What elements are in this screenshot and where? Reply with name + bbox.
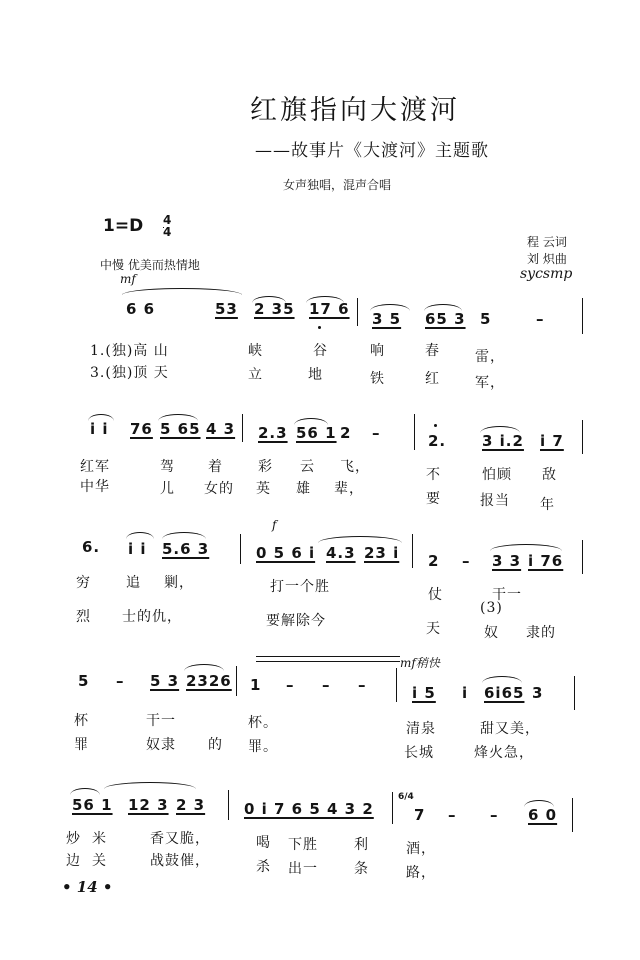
slur (482, 676, 522, 683)
lyric: 天 (426, 621, 441, 637)
time-signature-line (163, 227, 164, 228)
note-group: 5 3 (150, 672, 180, 690)
note-group: 3 (532, 684, 544, 702)
slur (122, 288, 242, 295)
low-octave-dot (318, 326, 321, 329)
lyric: 奴 (484, 625, 499, 641)
note-group: 7 (414, 806, 426, 824)
note-group: 12 3 (128, 796, 169, 814)
note-group: – (536, 310, 545, 328)
slur (104, 782, 196, 789)
lyric: 不 (426, 467, 441, 483)
barline (412, 534, 413, 568)
slur (126, 532, 154, 539)
slur (70, 788, 100, 795)
lyric: 酒， (406, 841, 436, 857)
note-group: 0 5 6 i (256, 544, 316, 562)
note-group: – (286, 676, 295, 694)
lyric: 春 (425, 343, 440, 359)
note-group: 3 5 (372, 310, 402, 328)
lyric: 炒 (66, 831, 81, 847)
lyric: 雷， (475, 349, 505, 365)
note-group: – (116, 672, 125, 690)
lyric: 报当 (480, 493, 510, 509)
note-group: 6 6 (126, 300, 156, 318)
slur (162, 532, 206, 539)
barline (582, 298, 583, 334)
time-signature-top: 4 (163, 213, 172, 227)
note-group: 6 0 (528, 806, 558, 824)
barline (396, 668, 397, 702)
lyric: 中华 (80, 479, 110, 495)
note-group: 65 3 (425, 310, 466, 328)
lyric: 军， (475, 375, 505, 391)
slur (88, 414, 114, 421)
lyric: 烈 (76, 609, 91, 625)
lyric: 清泉 (406, 721, 436, 737)
high-octave-dot (434, 424, 437, 427)
note-group: 4 3 (206, 420, 236, 438)
lyric: 烽火急， (474, 745, 534, 761)
note-group: 23 i (364, 544, 400, 562)
lyric: 峡 (248, 343, 263, 359)
note-group: 2 3 (176, 796, 206, 814)
barline (228, 790, 229, 820)
slur (318, 536, 402, 543)
note-group: 3 i.2 (482, 432, 524, 450)
note-group: 2326 (186, 672, 232, 690)
lyric: 敌 (542, 467, 557, 483)
lyric: 1.(独)高 山 (90, 343, 169, 359)
lyric: 云 (300, 459, 315, 475)
note-group: 76 (130, 420, 153, 438)
lyric: 米 (92, 831, 107, 847)
barline (574, 676, 575, 710)
slur (252, 296, 286, 303)
lyric: 剿， (164, 575, 194, 591)
note-group: 17 6 (309, 300, 350, 318)
lyric: 甜又美， (480, 721, 540, 737)
lyric: 长城 (404, 745, 434, 761)
dynamic-f: f (272, 518, 277, 532)
lyric: 地 (308, 367, 323, 383)
barline (240, 534, 241, 564)
barline (414, 414, 415, 450)
note-group: 5 65 (160, 420, 201, 438)
lyric: 边 (66, 853, 81, 869)
lyric: 彩 (258, 459, 273, 475)
lyric: 干一 (146, 713, 176, 729)
lyric: 仗 (428, 587, 443, 603)
note-group: 56 1 (296, 424, 337, 442)
page-subtitle: ——故事片《大渡河》主题歌 (255, 141, 489, 161)
note-group: 6. (82, 538, 101, 556)
lyric: (3) (480, 600, 503, 616)
dynamic-mf-faster: mf稍快 (400, 656, 440, 670)
slur (294, 418, 328, 425)
lyric: 年 (540, 497, 555, 513)
lyric: 喝 (256, 835, 271, 851)
lyric: 穷 (76, 575, 91, 591)
note-group: – (322, 676, 331, 694)
barline (392, 792, 393, 824)
lyric: 战鼓催， (150, 853, 210, 869)
note-group: 0 i 7 6 5 4 3 2 (244, 800, 374, 818)
note-group: – (462, 552, 471, 570)
lyric: 香又脆， (150, 831, 210, 847)
note-group: 5 (480, 310, 492, 328)
lyric: 杯 (74, 713, 89, 729)
composer-credit: 刘 炽曲 (527, 252, 567, 266)
barline (582, 420, 583, 454)
lyric: 着 (208, 459, 223, 475)
lyric: 罪。 (248, 739, 278, 755)
lyric: 下胜 (288, 837, 318, 853)
note-group: 53 (215, 300, 238, 318)
barline (357, 298, 358, 326)
lyric: 雄 (296, 481, 311, 497)
slur (524, 800, 554, 807)
note-group: i i (128, 540, 147, 558)
barline (242, 414, 243, 442)
barline (572, 798, 573, 832)
time-signature-bottom: 4 (163, 225, 172, 239)
note-group: 56 1 (72, 796, 113, 814)
meter-change: 6/4 (398, 792, 414, 802)
lyric: 关 (92, 853, 107, 869)
lyric: 追 (126, 575, 141, 591)
lyric: 红军 (80, 459, 110, 475)
handwritten-signature: sycsmp (520, 266, 573, 282)
note-group: – (372, 424, 381, 442)
lyric: 杯。 (248, 715, 278, 731)
note-group: i 5 (412, 684, 436, 702)
lyric: 儿 (160, 481, 175, 497)
lyric: 的 (208, 737, 223, 753)
lyric: 罪 (74, 737, 89, 753)
performance-note: 女声独唱，混声合唱 (283, 178, 392, 192)
lyric: 女的 (204, 481, 234, 497)
note-group: i i (90, 420, 109, 438)
lyric: 士的仇， (122, 609, 182, 625)
lyric: 辈， (334, 481, 364, 497)
barline (582, 540, 583, 574)
slur (424, 304, 462, 311)
dynamic-mf: mf (120, 272, 136, 286)
accelerando-line (256, 661, 400, 662)
lyric: 3.(独)顶 天 (90, 365, 169, 381)
slur (480, 426, 520, 433)
slur (184, 664, 224, 671)
note-group: 5 (78, 672, 90, 690)
lyric: 打一个胜 (270, 579, 330, 595)
lyric: 谷 (313, 343, 328, 359)
accelerando-line (256, 656, 400, 657)
lyric: 利 (354, 837, 369, 853)
note-group: – (358, 676, 367, 694)
note-group: 2 (340, 424, 352, 442)
lyric: 英 (256, 481, 271, 497)
lyric: 杀 (256, 859, 271, 875)
lyric: 响 (370, 343, 385, 359)
lyric: 驾 (160, 459, 175, 475)
note-group: – (490, 806, 499, 824)
lyric: 红 (425, 371, 440, 387)
note-group: 1 (250, 676, 262, 694)
note-group: 2 (428, 552, 440, 570)
key-signature: 1=D (103, 216, 144, 236)
lyric: 要解除今 (266, 613, 326, 629)
lyric: 立 (248, 367, 263, 383)
tempo-marking: 中慢 优美而热情地 (100, 258, 200, 272)
lyric: 条 (354, 861, 369, 877)
note-group: 2.3 (258, 424, 288, 442)
note-group: i 7 (540, 432, 564, 450)
lyric: 隶的 (526, 625, 556, 641)
note-group: i (462, 684, 469, 702)
slur (490, 544, 562, 551)
lyric: 要 (426, 491, 441, 507)
note-group: 4.3 (326, 544, 356, 562)
slur (306, 296, 344, 303)
note-group: 6i65 (484, 684, 525, 702)
note-group: 2. (428, 432, 447, 450)
note-group: 5.6 3 (162, 540, 210, 558)
note-group: 3 3 (492, 552, 522, 570)
note-group: i 76 (528, 552, 564, 570)
page-number: • 14 • (62, 878, 113, 896)
lyric: 铁 (370, 371, 385, 387)
time-signature (163, 214, 171, 238)
lyric: 路， (406, 865, 436, 881)
lyric: 干一 (492, 587, 522, 603)
lyric: 出一 (288, 861, 318, 877)
lyric: 奴隶 (146, 737, 176, 753)
barline (236, 666, 237, 696)
lyricist-credit: 程 云词 (527, 235, 567, 249)
slur (370, 304, 410, 311)
note-group: – (448, 806, 457, 824)
page-title: 红旗指向大渡河 (250, 95, 460, 126)
lyric: 怕顾 (482, 467, 512, 483)
lyric: 飞， (340, 459, 370, 475)
note-group: 2 35 (254, 300, 295, 318)
slur (158, 414, 198, 421)
